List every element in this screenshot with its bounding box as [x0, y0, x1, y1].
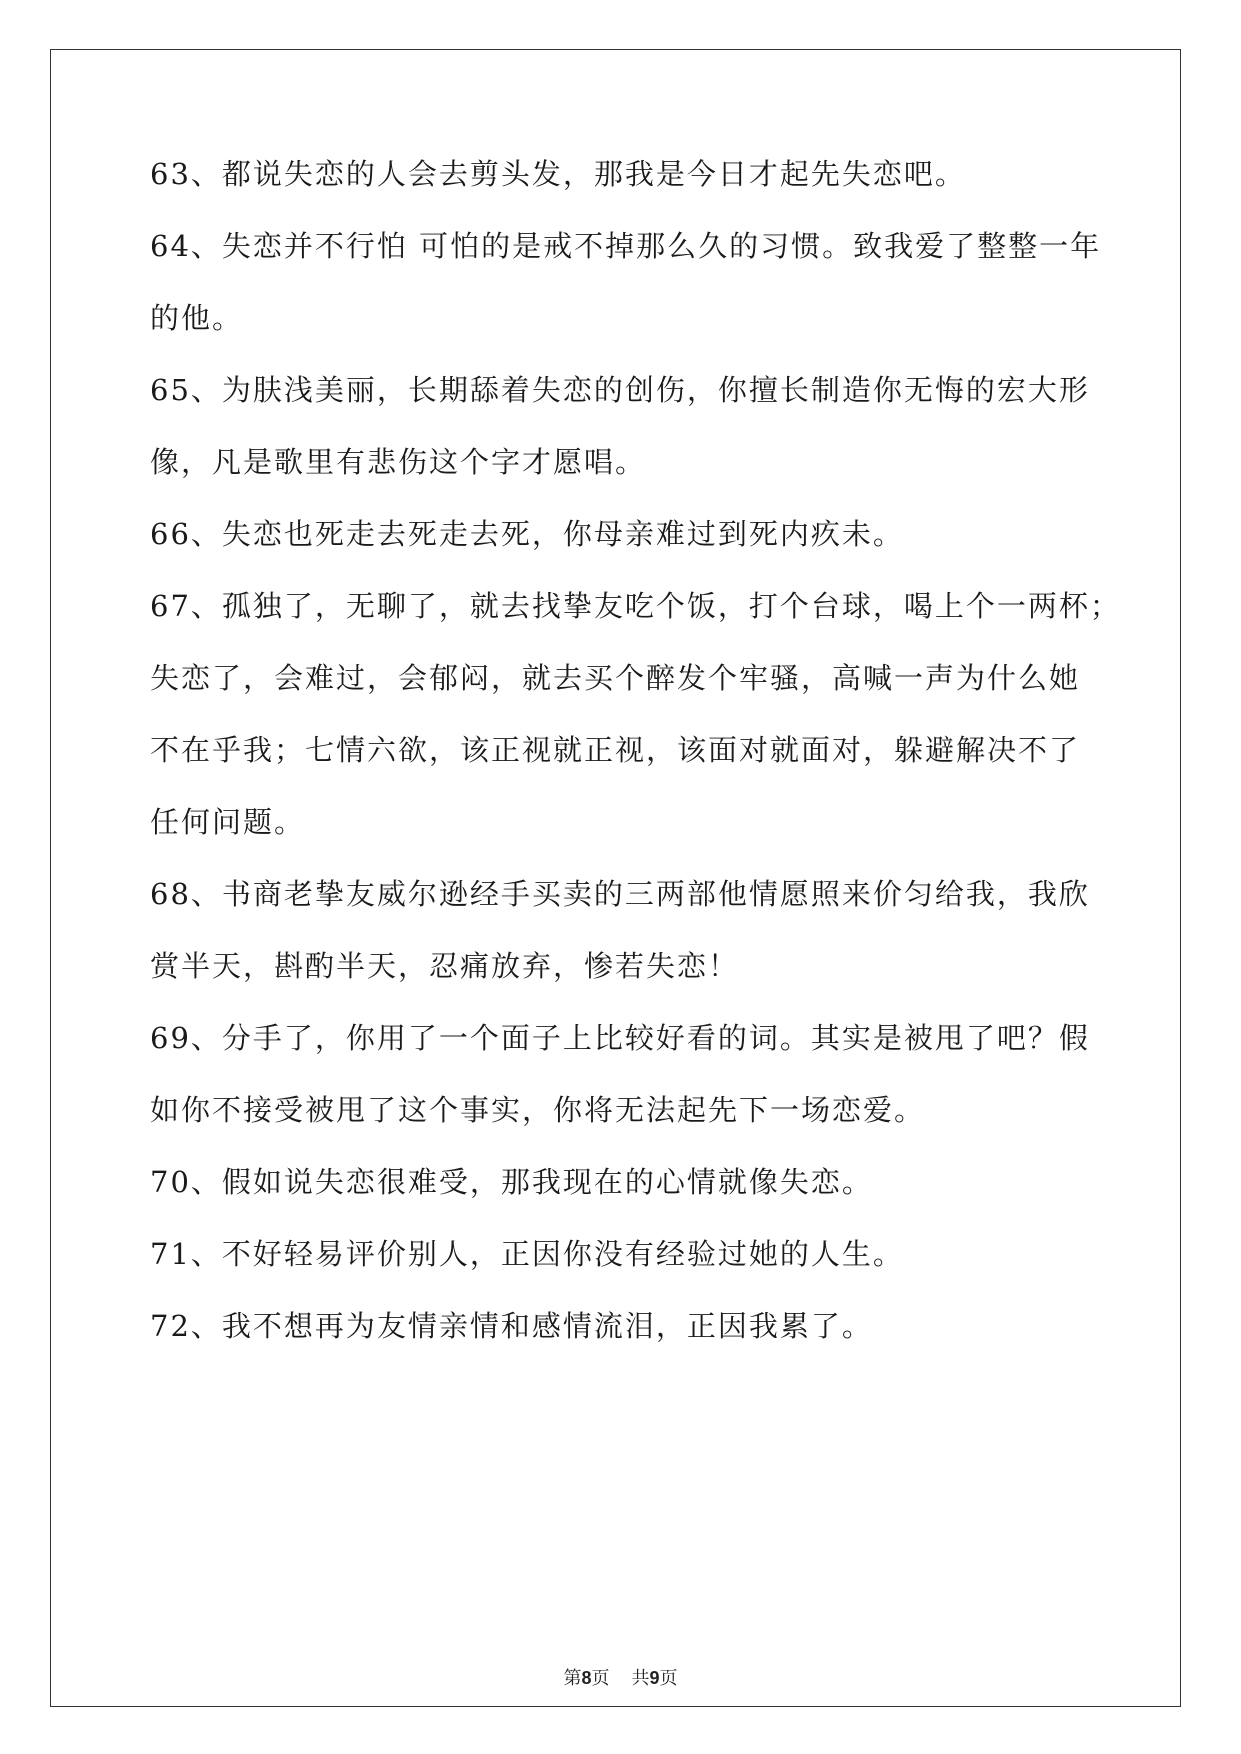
text-line: 63、都说失恋的人会去剪头发，那我是今日才起先失恋吧。: [150, 157, 966, 191]
total-prefix: 共: [631, 1668, 650, 1689]
page-prefix: 第: [563, 1668, 582, 1689]
page-suffix: 页: [591, 1668, 610, 1689]
text-line: 70、假如说失恋很难受，那我现在的心情就像失恋。: [150, 1165, 873, 1199]
current-page-number: 8: [581, 1668, 592, 1688]
text-line: 像，凡是歌里有悲伤这个字才愿唱。: [150, 445, 647, 479]
text-line: 任何问题。: [150, 805, 306, 839]
total-suffix: 页: [659, 1668, 678, 1689]
total-pages-number: 9: [649, 1668, 660, 1688]
document-body: [150, 157, 1121, 1367]
text-line: 66、失恋也死走去死走去死，你母亲难过到死内疚未。: [150, 517, 904, 551]
text-line: 64、失恋并不行怕 可怕的是戒不掉那么久的习惯。致我爱了整整一年: [150, 229, 1102, 263]
text-line: 不在乎我；七情六欲，该正视就正视，该面对就面对，躲避解决不了: [150, 733, 1081, 767]
text-line: 72、我不想再为友情亲情和感情流泪，正因我累了。: [150, 1309, 873, 1343]
text-line: 失恋了，会难过，会郁闷，就去买个醉发个牢骚，高喊一声为什么她: [150, 661, 1081, 695]
page-footer: [0, 1664, 1241, 1690]
text-line: 68、书商老挚友威尔逊经手买卖的三两部他情愿照来价匀给我，我欣: [150, 877, 1090, 911]
text-line: 65、为肤浅美丽，长期舔着失恋的创伤，你擅长制造你无悔的宏大形: [150, 373, 1090, 407]
text-line: 的他。: [150, 301, 244, 335]
text-line: 71、不好轻易评价别人，正因你没有经验过她的人生。: [150, 1237, 904, 1271]
text-line: 如你不接受被甩了这个事实，你将无法起先下一场恋爱。: [150, 1093, 926, 1127]
text-line: 67、孤独了，无聊了，就去找挚友吃个饭，打个台球，喝上个一两杯；: [150, 589, 1121, 623]
text-line: 69、分手了，你用了一个面子上比较好看的词。其实是被甩了吧？假: [150, 1021, 1090, 1055]
text-line: 赏半天，斟酌半天，忍痛放弃，惨若失恋！: [150, 949, 740, 983]
